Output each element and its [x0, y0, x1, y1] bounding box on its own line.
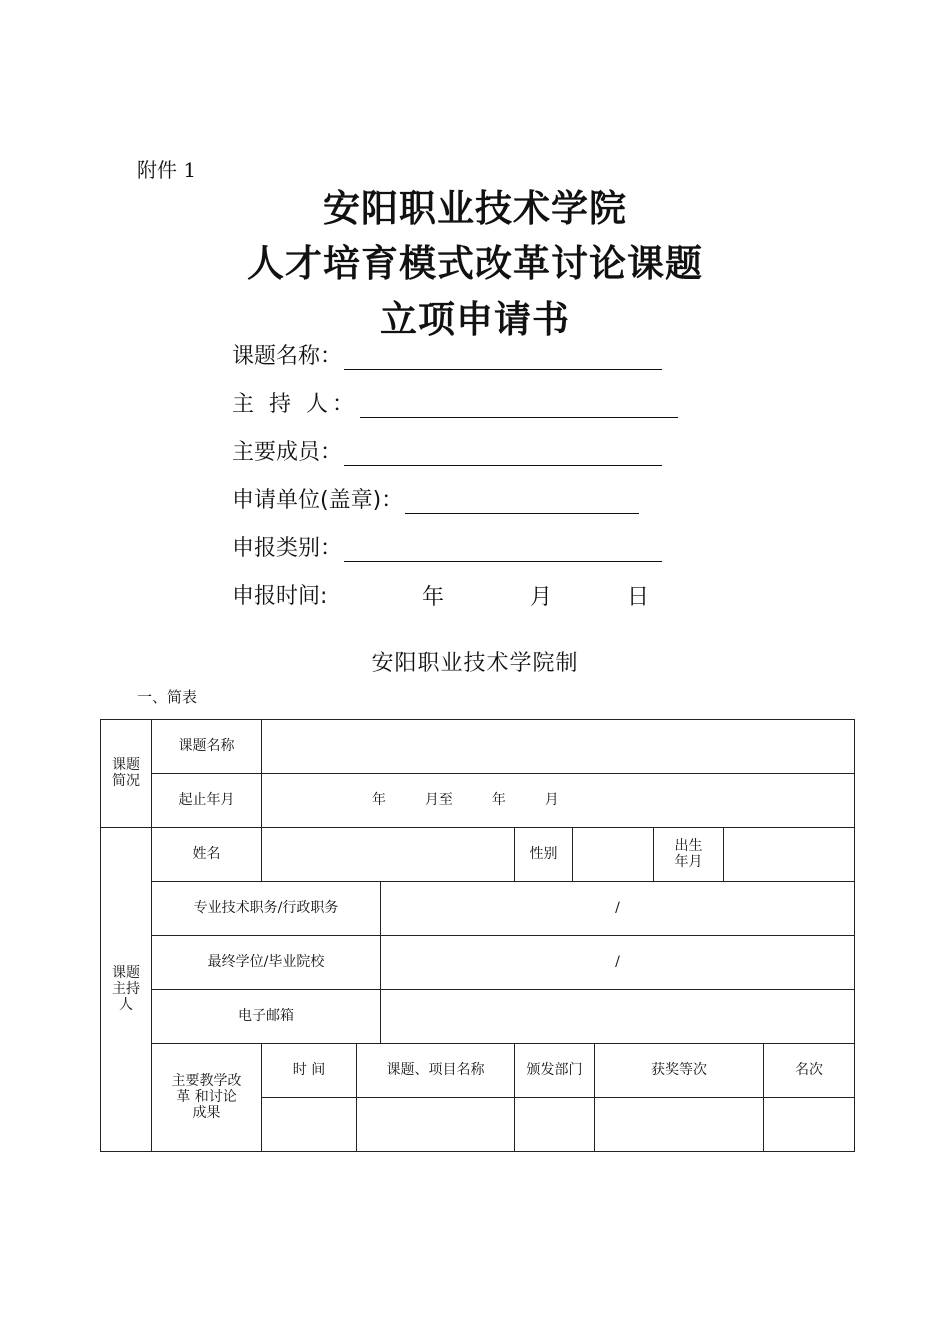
ach-col-time: 时 间: [262, 1044, 357, 1098]
title-line-2: 人才培育模式改革讨论课题: [247, 241, 703, 285]
field-applicant-unit-line[interactable]: [405, 487, 639, 514]
ach-col-level: 获奖等次: [595, 1044, 764, 1098]
degree-school-label: 最终学位/毕业院校: [152, 936, 381, 990]
ach-cell-issuer[interactable]: [515, 1098, 595, 1152]
ach-col-issuer: 颁发部门: [515, 1044, 595, 1098]
host-section-header: 课题主持人: [101, 828, 152, 1152]
field-topic-name-line[interactable]: [344, 343, 662, 370]
summary-table: [100, 719, 855, 1152]
field-category-label: 申报类别：: [232, 536, 343, 561]
name-cell[interactable]: [262, 828, 515, 882]
title-line-3: 立项申请书: [380, 297, 570, 341]
section-title: 一、简表: [137, 688, 198, 706]
field-date: [232, 580, 692, 610]
gender-label: 性别: [515, 828, 573, 882]
title-post-cell[interactable]: /: [381, 882, 855, 936]
field-applicant-unit: [232, 484, 639, 514]
field-members-label: 主要成员：: [232, 440, 343, 465]
degree-school-cell[interactable]: /: [381, 936, 855, 990]
field-host: [232, 388, 678, 418]
ach-col-rank: 名次: [764, 1044, 855, 1098]
field-topic-name-label: 课题名称：: [232, 344, 343, 369]
field-members-line[interactable]: [344, 439, 662, 466]
field-host-label: 主 持 人：: [232, 392, 358, 417]
period-year-2: 年: [491, 792, 506, 809]
birth-label: 出生年月: [654, 828, 724, 882]
field-topic-name: [232, 340, 662, 370]
gender-cell[interactable]: [573, 828, 654, 882]
email-cell[interactable]: [381, 990, 855, 1044]
field-category-line[interactable]: [344, 535, 662, 562]
period-month-to: 月至: [424, 792, 453, 809]
period-label: 起止年月: [152, 774, 262, 828]
email-label: 电子邮箱: [152, 990, 381, 1044]
field-host-line[interactable]: [360, 391, 678, 418]
ach-cell-rank[interactable]: [764, 1098, 855, 1152]
field-date-label: 申报时间:: [232, 584, 328, 609]
field-applicant-unit-label: 申请单位(盖章)：: [232, 488, 404, 513]
ach-cell-level[interactable]: [595, 1098, 764, 1152]
field-date-year: 年: [422, 585, 445, 610]
maker-label: 安阳职业技术学院制: [371, 651, 579, 676]
ach-cell-project[interactable]: [357, 1098, 515, 1152]
period-month-2: 月: [544, 792, 559, 809]
achievements-label: 主要教学改 革 和讨论成果: [152, 1044, 262, 1152]
period-year-1: 年: [372, 792, 386, 809]
topic-name-cell[interactable]: [262, 720, 855, 774]
topic-name-label: 课题名称: [152, 720, 262, 774]
attachment-label: 附件 1: [137, 158, 197, 182]
topic-overview-header: 课题简况: [101, 720, 152, 828]
ach-col-project: 课题、项目名称: [357, 1044, 515, 1098]
name-label: 姓名: [152, 828, 262, 882]
field-members: [232, 436, 662, 466]
title-line-1: 安阳职业技术学院: [323, 186, 627, 230]
field-date-day: 日: [627, 585, 650, 610]
title-post-label: 专业技术职务/行政职务: [152, 882, 381, 936]
field-category: [232, 532, 662, 562]
ach-cell-time[interactable]: [262, 1098, 357, 1152]
birth-cell[interactable]: [724, 828, 855, 882]
period-cell[interactable]: [262, 774, 855, 828]
field-date-month: 月: [530, 585, 553, 610]
